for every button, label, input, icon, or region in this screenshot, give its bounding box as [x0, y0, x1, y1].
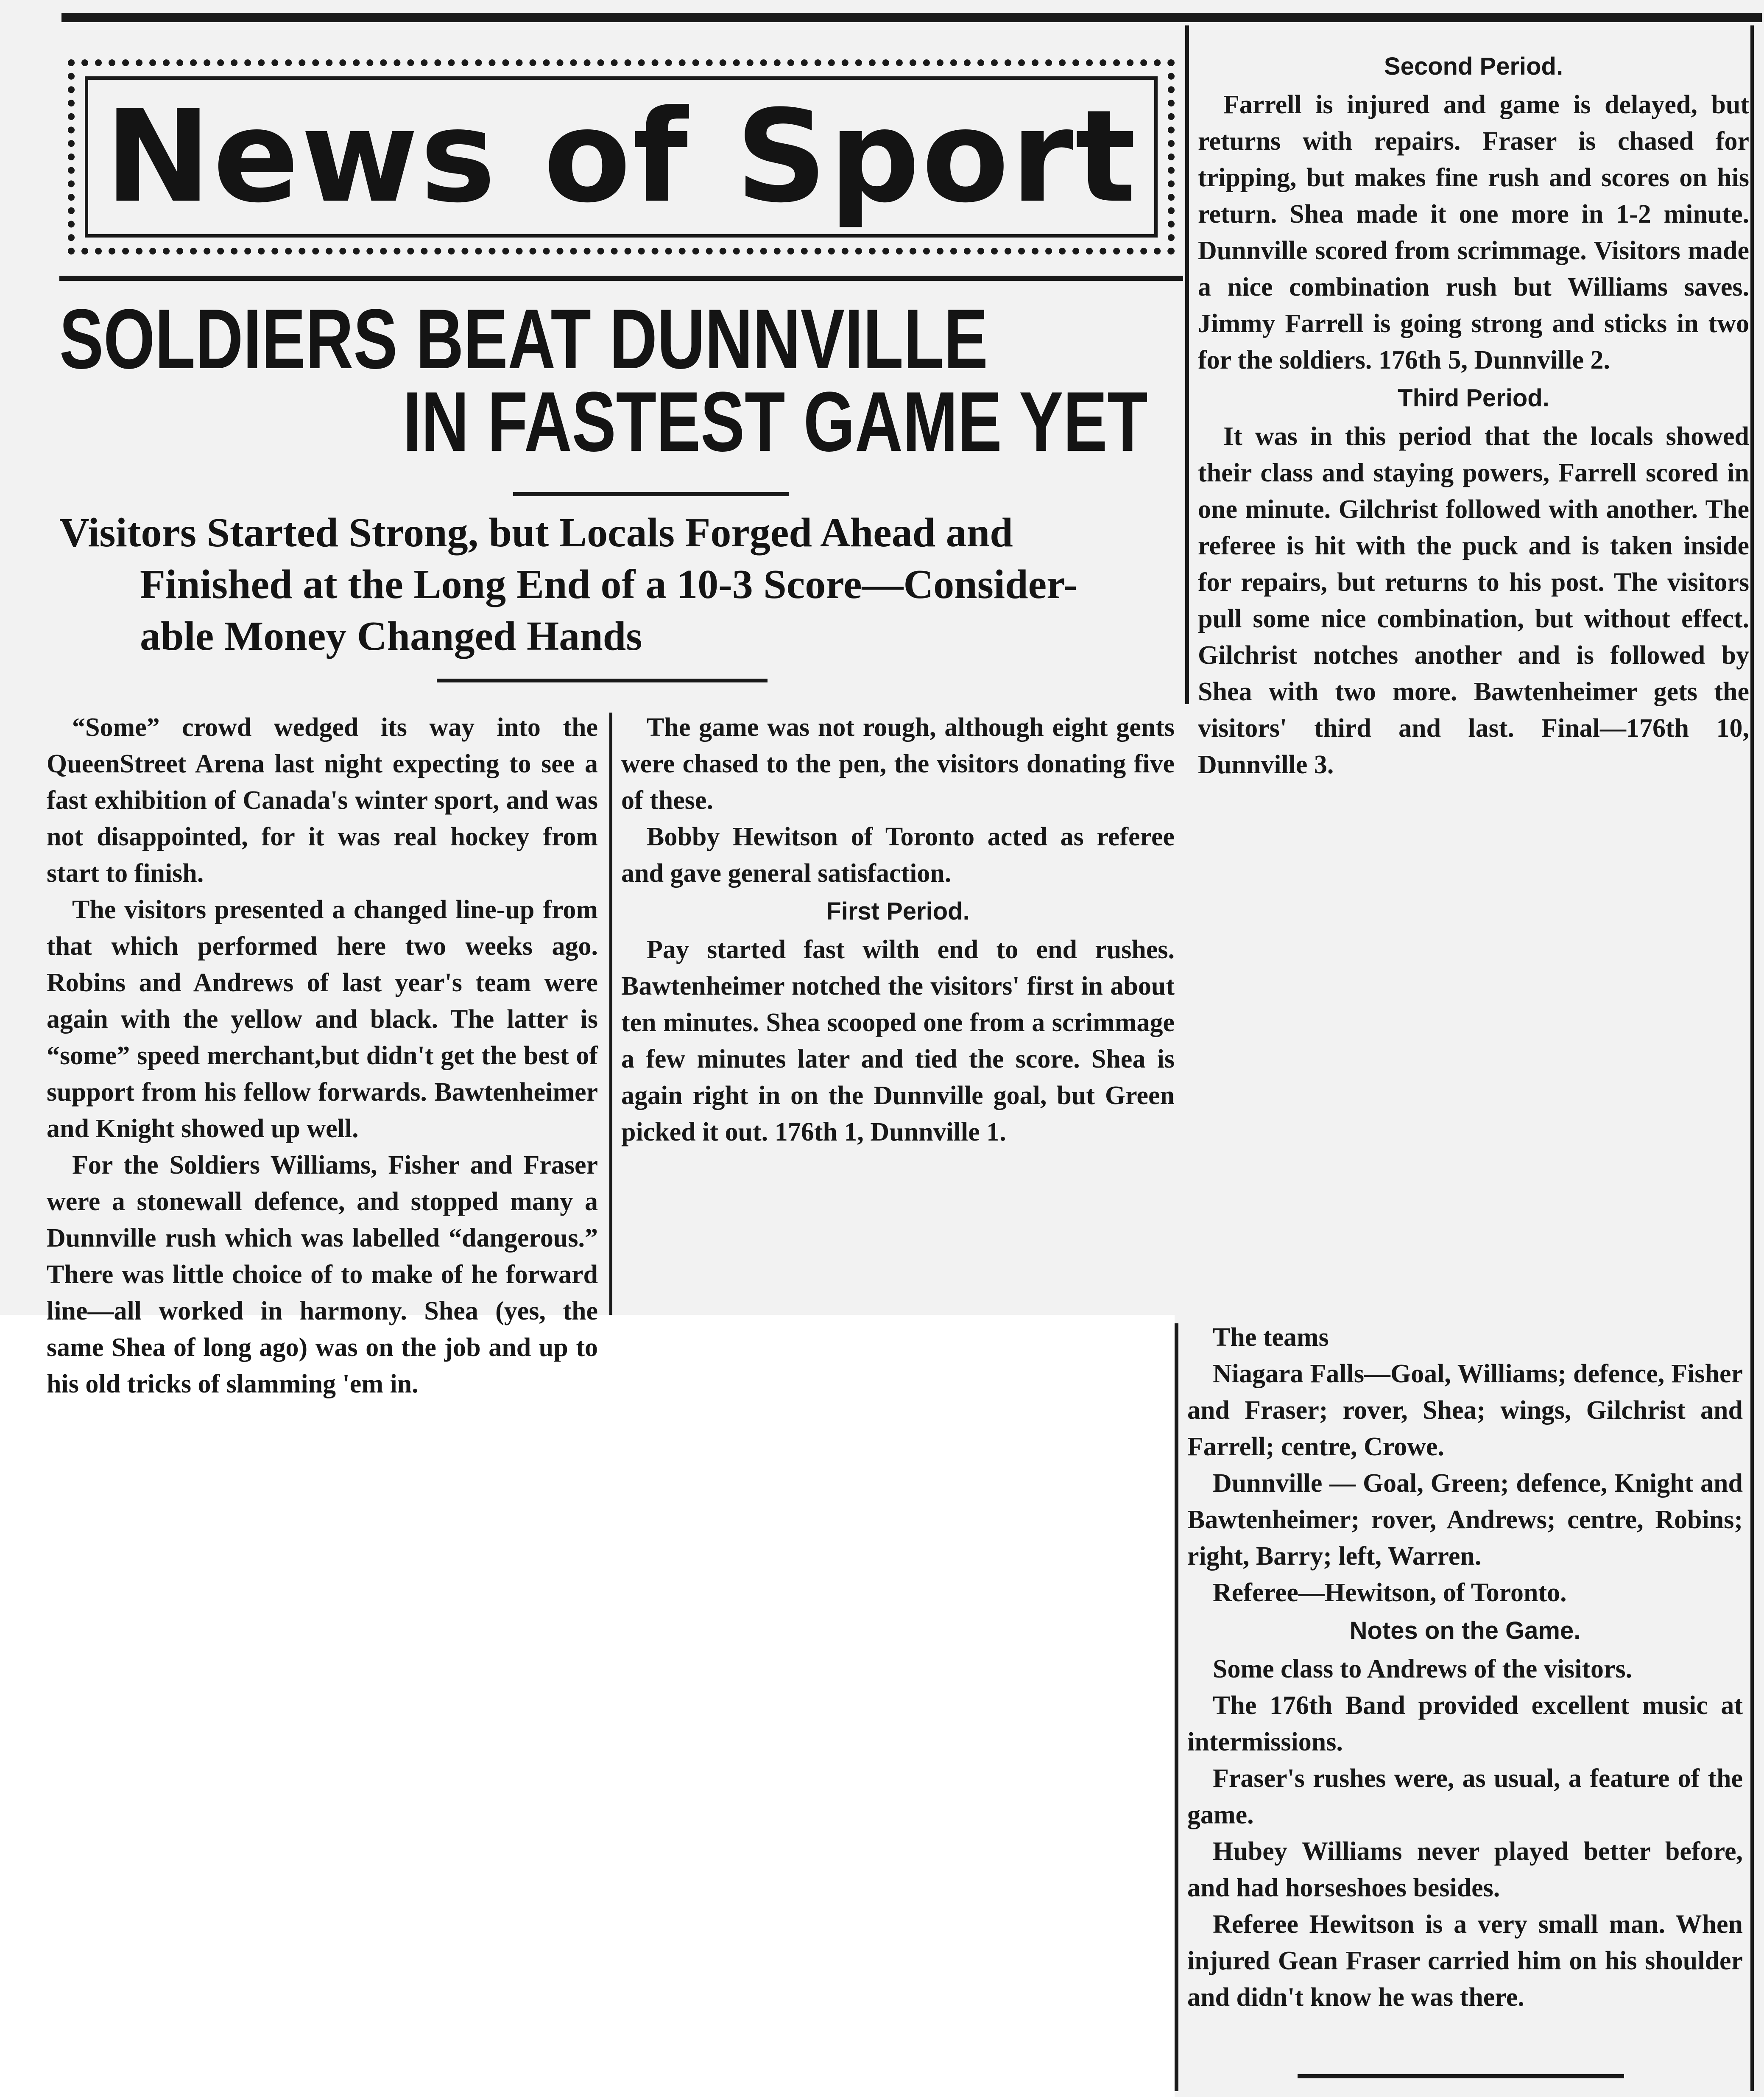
paragraph: The visitors presented a changed line-up from that which performed here two weeks ago. Robins and Andrews of last year's team were again with the yellow and black. The latter is “some” speed merchant,but didn't get the best of support from his fellow forwards. Bawtenheimer and Knight showed up well.	[47, 895, 598, 1143]
paragraph: Hubey Williams never played better before, and had horseshoes besides.	[1187, 1837, 1743, 1902]
top-rule	[61, 13, 1762, 22]
deck-line-1: Visitors Started Strong, but Locals Forged Ahead and	[59, 510, 1013, 556]
paragraph: The game was not rough, although eight gents were chased to the pen, the visitors donating five of these.	[621, 713, 1175, 815]
article-column-2	[621, 709, 1175, 1150]
paragraph: Fraser's rushes were, as usual, a feature of the game.	[1187, 1764, 1743, 1829]
deck-rule	[437, 679, 768, 682]
paragraph: Pay started fast wilth end to end rushes. Bawtenheimer notched the visitors' first in about ten minutes. Shea scooped one from a scrimmage a few minutes later and tied the score. Shea is again right in on the Dunnville goal, but Green picked it out. 176th 1, Dunnville 1.	[621, 935, 1175, 1146]
paragraph: It was in this period that the locals showed their class and staying powers, Farrell scored in one minute. Gilchrist followed with another. The referee is hit with the puck and is taken inside for repairs, but returns to his post. The visitors pull some nice combination, but without effect. Gilchrist notches another and is followed by Shea with two more. Bawtenheimer gets the visitors' third and last. Final—176th 10, Dunnville 3.	[1198, 422, 1749, 779]
headline-rule	[513, 492, 789, 496]
masthead-title: News of Sport	[104, 83, 1138, 231]
column-divider	[1175, 1323, 1178, 2091]
headline-line-2: IN FASTEST GAME YET	[403, 375, 1148, 469]
column-divider	[609, 713, 612, 1315]
paragraph: The teams	[1213, 1323, 1329, 1352]
paragraph: “Some” crowd wedged its way into the QueenStreet Arena last night expecting to see a fast exhibition of Canada's winter sport, and was not disappointed, for it was real hockey from start to finish.	[47, 713, 598, 888]
headline-line-1: SOLDIERS BEAT DUNNVILLE	[59, 292, 988, 386]
paragraph: Some class to Andrews of the visitors.	[1213, 1655, 1633, 1683]
masthead-banner	[68, 59, 1175, 254]
article-column-3	[1198, 47, 1749, 783]
article-column-3-continued	[1187, 1319, 1743, 2016]
section-heading: First Period.	[826, 898, 970, 925]
paragraph: For the Soldiers Williams, Fisher and Fraser were a stonewall defence, and stopped many a Dunnville rush which was labelled “dangerous.” There was little choice of to make of he forward line—all worked in harmony. Shea (yes, the same Shea of long ago) was on the job and up to his old tricks of slamming 'em in.	[47, 1151, 598, 1398]
column-divider	[1185, 25, 1189, 704]
article-end-rule	[1298, 2074, 1624, 2078]
paragraph: Referee—Hewitson, of Toronto.	[1213, 1578, 1567, 1607]
article-column-1	[47, 709, 598, 1402]
paragraph: Bobby Hewitson of Toronto acted as referee and gave general satisfaction.	[621, 822, 1175, 888]
paragraph: Dunnville — Goal, Green; defence, Knight and Bawtenheimer; rover, Andrews; centre, Robins; right, Barry; left, Warren.	[1187, 1469, 1743, 1571]
section-heading: Third Period.	[1398, 384, 1549, 412]
masthead-rule	[59, 276, 1183, 281]
section-heading: Notes on the Game.	[1349, 1617, 1581, 1644]
column-divider	[1750, 25, 1754, 2091]
paragraph: Farrell is injured and game is delayed, but returns with repairs. Fraser is chased for tripping, but makes fine rush and scores on his return. Shea made it one more in 1-2 minute. Dunnville scored from scrimmage. Visitors made a nice combination rush but Williams saves. Jimmy Farrell is going strong and sticks in two for the soldiers. 176th 5, Dunnville 2.	[1198, 90, 1749, 375]
paragraph: The 176th Band provided excellent music at intermissions.	[1187, 1691, 1743, 1756]
paragraph: Referee Hewitson is a very small man. When injured Gean Fraser carried him on his shoulder and didn't know he was there.	[1187, 1910, 1743, 2012]
paragraph: Niagara Falls—Goal, Williams; defence, Fisher and Fraser; rover, Shea; wings, Gilchrist and Farrell; centre, Crowe.	[1187, 1359, 1743, 1461]
deck-line-2: Finished at the Long End of a 10-3 Score—Consider-	[140, 562, 1077, 607]
section-heading: Second Period.	[1384, 53, 1563, 80]
deck-line-3: able Money Changed Hands	[140, 613, 642, 659]
